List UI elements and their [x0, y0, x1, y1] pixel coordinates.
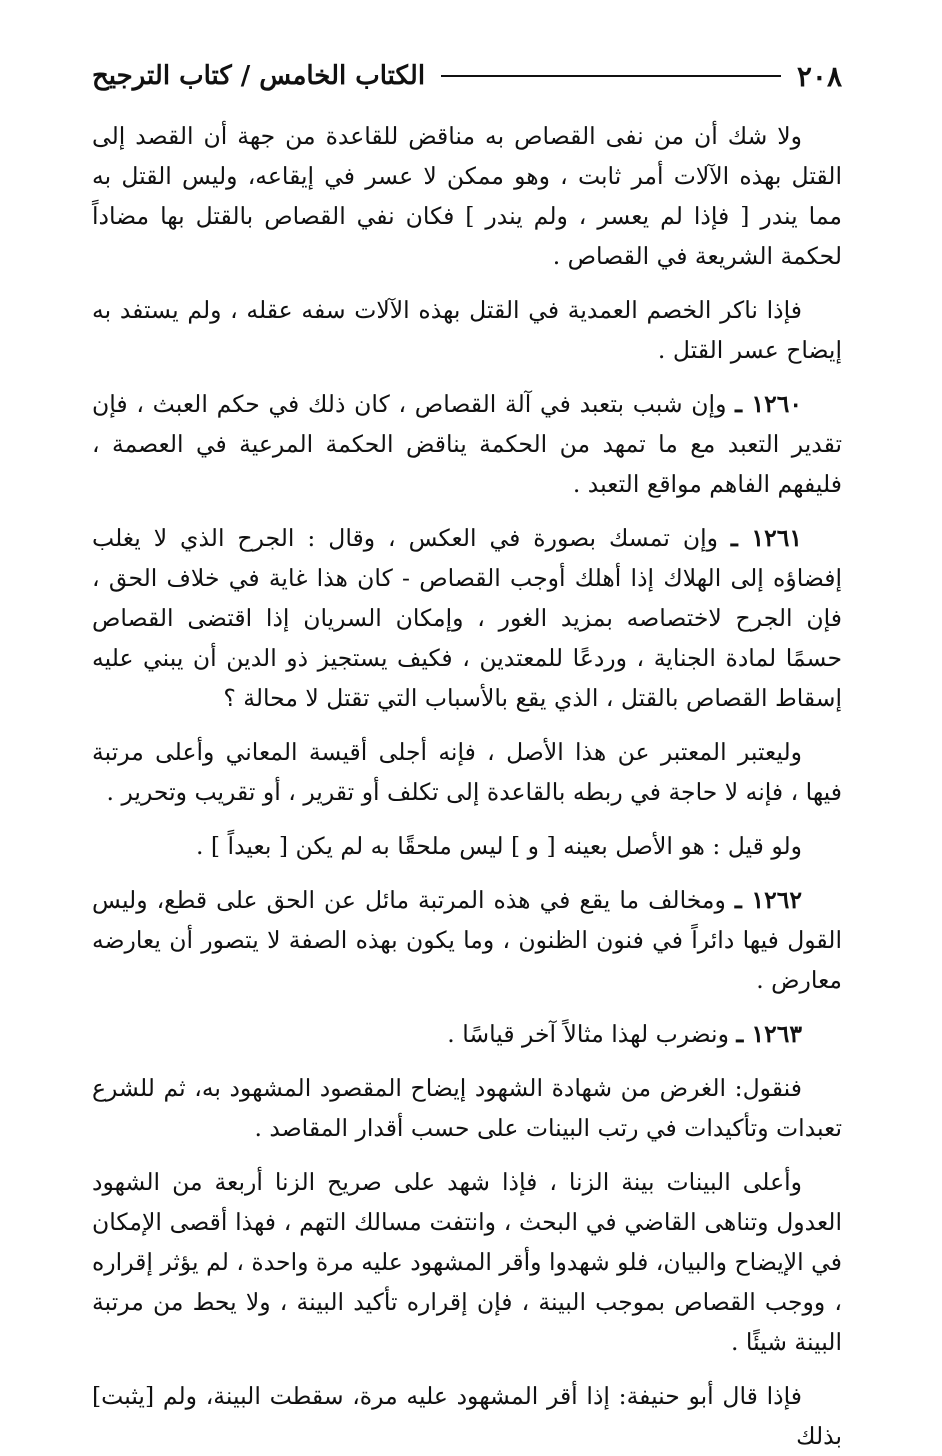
paragraph [92, 1014, 842, 1054]
paragraph-text: ونضرب لهذا مثالاً آخر قياسًا . [447, 1020, 729, 1048]
running-title: الكتاب الخامس / كتاب الترجيح [92, 61, 426, 91]
paragraph-number: ١٢٦٢ ـ [734, 886, 802, 914]
paragraph-text: فإذا ناكر الخصم العمدية في القتل بهذه الآلات سفه عقله ، ولم يستفد به إيضاح عسر القتل . [92, 296, 842, 364]
paragraph [92, 384, 842, 504]
paragraph-text: ولو قيل : هو الأصل بعينه [ و ] ليس ملحقًا به لم يكن [ بعيداً ] . [195, 832, 802, 860]
paragraph-text: ولا شك أن من نفى القصاص به مناقض للقاعدة من جهة أن القصد إلى القتل بهذه الآلات أمر ثابت ، وهو ممكن لا عسر في إيقاعه، وليس القتل به مما يندر [ فإذا لم يعسر ، ولم يندر ] فكان نفي القصاص بالقتل بها مضاداً لحكمة الشريعة في القصاص . [92, 122, 842, 270]
page-header [92, 52, 842, 100]
paragraph [92, 290, 842, 370]
paragraph [92, 1068, 842, 1148]
paragraph [92, 1162, 842, 1362]
paragraph-text: وأعلى البينات بينة الزنا ، فإذا شهد على صريح الزنا أربعة من الشهود العدول وتناهى القاضي في البحث ، وانتفت مسالك التهم ، فهذا أقصى الإمكان في الإيضاح والبيان، فلو شهدوا وأقر المشهود عليه مرة واحدة ، لم يؤثر إقراره ، ووجب القصاص بموجب البينة ، فإن إقراره تأكيد البينة ، ولا يحط من مرتبة البينة شيئًا . [92, 1168, 842, 1356]
paragraph-text: فنقول: الغرض من شهادة الشهود إيضاح المقصود المشهود به، ثم للشرع تعبدات وتأكيدات في رتب البينات على حسب أقدار المقاصد . [92, 1074, 842, 1142]
paragraph [92, 518, 842, 718]
paragraph-text: وليعتبر المعتبر عن هذا الأصل ، فإنه أجلى أقيسة المعاني وأعلى مرتبة فيها ، فإنه لا حاجة في ربطه بالقاعدة إلى تكلف أو تقرير ، أو تقريب وتحرير . [92, 738, 842, 806]
page-number: ٢٠٨ [796, 59, 842, 93]
header-rule [441, 75, 781, 77]
paragraph-text: وإن شبب بتعبد في آلة القصاص ، كان ذلك في حكم العبث ، فإن تقدير التعبد مع ما تمهد من الحكمة يناقض الحكمة المرعية في العصمة ، فليفهم الفاهم مواقع التعبد . [92, 390, 842, 498]
body-text [92, 116, 842, 1456]
paragraph [92, 826, 842, 866]
paragraph [92, 732, 842, 812]
paragraph [92, 1376, 842, 1456]
paragraph-number: ١٢٦١ ـ [730, 524, 802, 552]
paragraph-text: ومخالف ما يقع في هذه المرتبة مائل عن الحق على قطع، وليس القول فيها دائراً في فنون الظنون ، وما يكون بهذه الصفة لا يتصور أن يعارضه معارض . [92, 886, 842, 994]
paragraph [92, 880, 842, 1000]
paragraph-number: ١٢٦٠ ـ [735, 390, 802, 418]
paragraph-number: ١٢٦٣ ـ [736, 1020, 802, 1048]
paragraph-text: وإن تمسك بصورة في العكس ، وقال : الجرح الذي لا يغلب إفضاؤه إلى الهلاك إذا أهلك أوجب القصاص - كان هذا غاية في خلاف الحق ، فإن الجرح لاختصاصه بمزيد الغور ، وإمكان السريان إذا اقتضى القصاص حسمًا لمادة الجناية ، وردعًا للمعتدين ، فكيف يستجيز ذو الدين أن يبني عليه إسقاط القصاص بالقتل ، الذي يقع بالأسباب التي تقتل لا محالة ؟ [92, 524, 842, 712]
paragraph-text: فإذا قال أبو حنيفة: إذا أقر المشهود عليه مرة، سقطت البينة، ولم [يثبت] بذلك [92, 1382, 842, 1450]
paragraph [92, 116, 842, 276]
